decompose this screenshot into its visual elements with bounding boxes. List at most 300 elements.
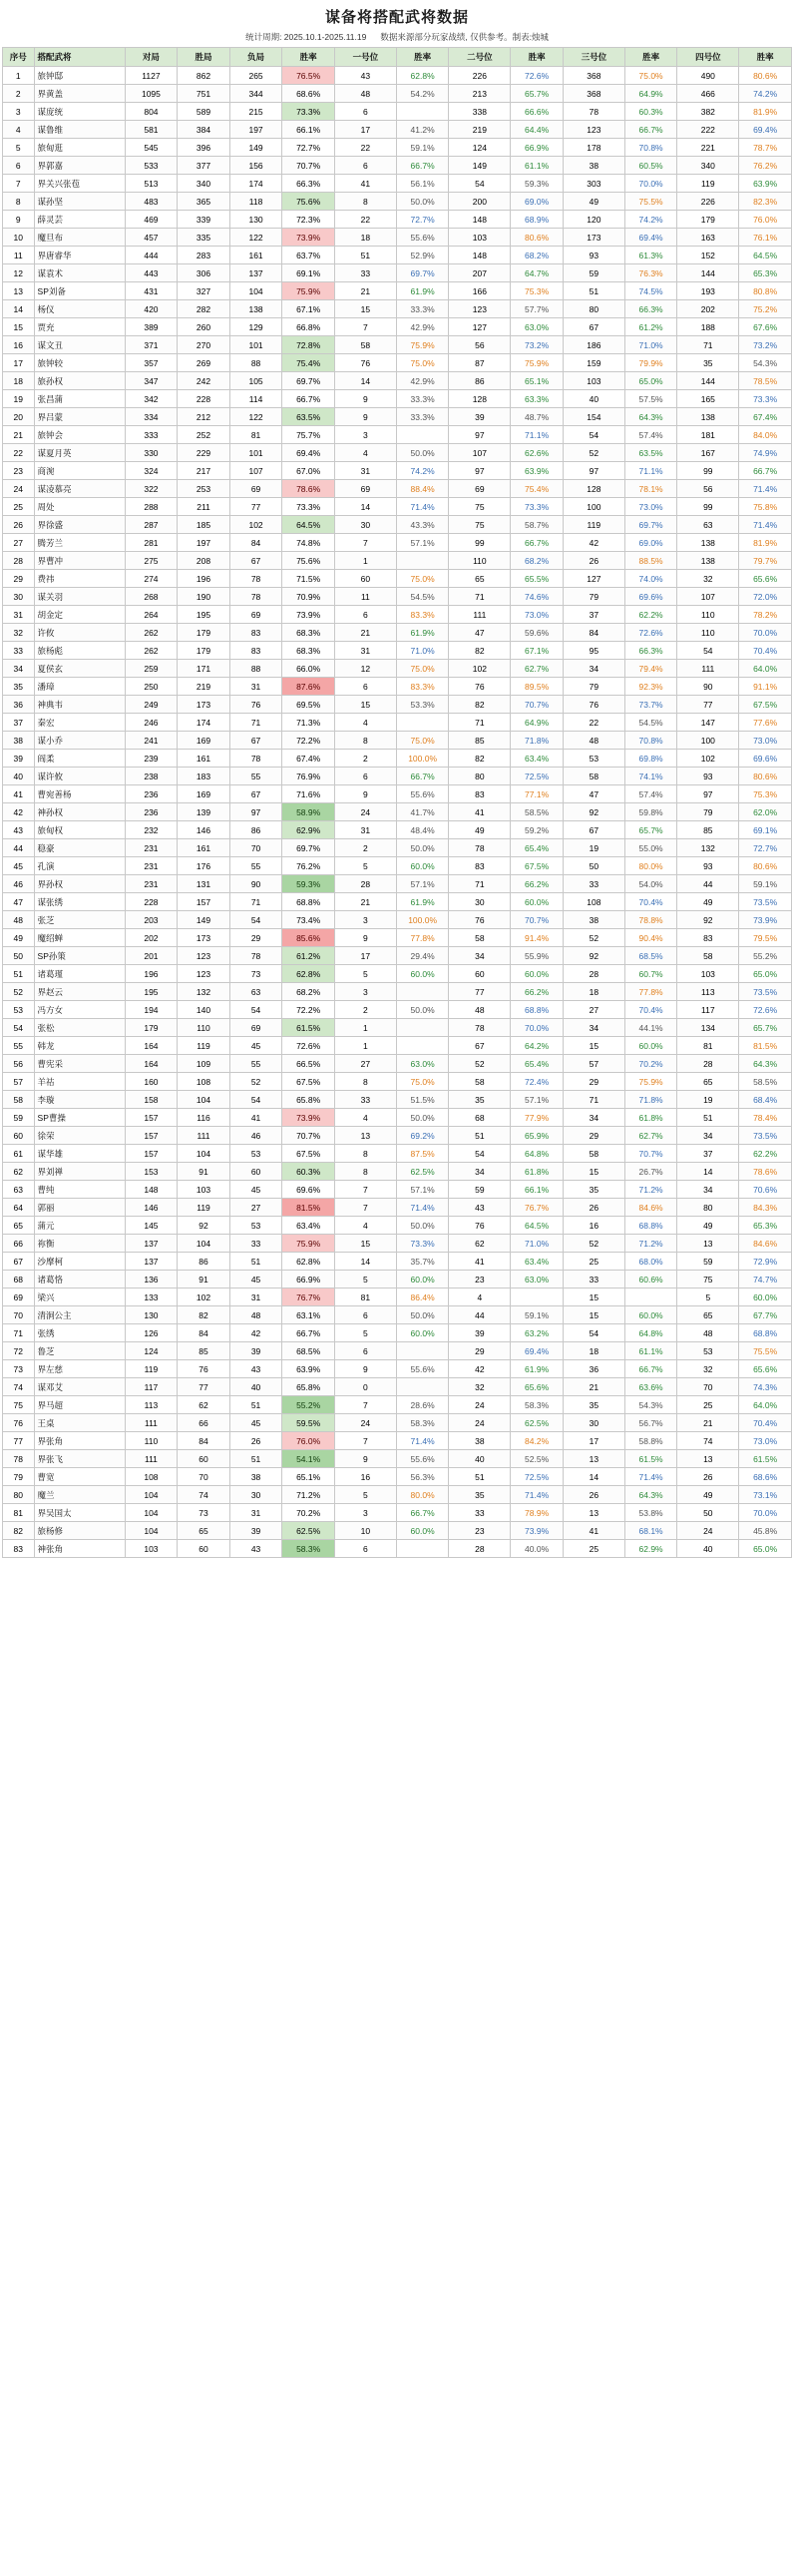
cell-p2-rate: 64.8%: [511, 1145, 564, 1163]
cell-p2-rate: 58.7%: [511, 516, 564, 534]
cell-p4-rate: 59.1%: [739, 875, 792, 893]
table-row: [3, 660, 792, 678]
cell-wins: 211: [178, 498, 230, 516]
cell-winrate: 67.5%: [282, 1145, 335, 1163]
cell-wins: 589: [178, 103, 230, 121]
cell-p4-rate: 67.6%: [739, 318, 792, 336]
cell-p2-rate: 57.7%: [511, 300, 564, 318]
cell-p1-count: 9: [334, 929, 396, 947]
cell-main-general: 徐荣: [34, 1127, 125, 1145]
cell-battles: 157: [125, 1127, 178, 1145]
cell-p3-count: 26: [563, 1199, 624, 1217]
cell-p3-count: 52: [563, 929, 624, 947]
cell-p1-count: 5: [334, 857, 396, 875]
cell-wins: 123: [178, 965, 230, 983]
cell-p1-count: 15: [334, 1235, 396, 1253]
source-note: 数据来源部分玩家战绩, 仅供参考。制表:烛城: [380, 32, 549, 42]
cell-p1-rate: 61.9%: [396, 893, 449, 911]
cell-p2-rate: 75.4%: [511, 480, 564, 498]
cell-winrate: 62.8%: [282, 965, 335, 983]
table-row: [3, 696, 792, 714]
cell-winrate: 54.1%: [282, 1450, 335, 1468]
col-p3: 三号位: [563, 48, 624, 67]
cell-index: 53: [3, 1001, 35, 1019]
cell-p4-rate: 61.5%: [739, 1450, 792, 1468]
cell-main-general: 稳豪: [34, 839, 125, 857]
cell-p3-count: 34: [563, 660, 624, 678]
cell-losses: 104: [229, 282, 282, 300]
cell-main-general: 界刘禅: [34, 1163, 125, 1181]
cell-p2-rate: 72.4%: [511, 1073, 564, 1091]
cell-p1-count: 24: [334, 803, 396, 821]
cell-wins: 102: [178, 1288, 230, 1306]
cell-p4-count: 21: [677, 1414, 739, 1432]
cell-p2-count: 69: [449, 480, 511, 498]
cell-losses: 67: [229, 785, 282, 803]
cell-p1-rate: 55.6%: [396, 229, 449, 247]
cell-battles: 153: [125, 1163, 178, 1181]
cell-winrate: 67.0%: [282, 462, 335, 480]
cell-p2-rate: 65.4%: [511, 839, 564, 857]
cell-p4-count: 49: [677, 1486, 739, 1504]
cell-losses: 27: [229, 1199, 282, 1217]
cell-winrate: 66.0%: [282, 660, 335, 678]
cell-p3-rate: 74.0%: [624, 570, 677, 588]
cell-p2-count: 42: [449, 1360, 511, 1378]
cell-battles: 443: [125, 264, 178, 282]
cell-winrate: 59.3%: [282, 875, 335, 893]
cell-losses: 215: [229, 103, 282, 121]
cell-p4-count: 26: [677, 1468, 739, 1486]
cell-wins: 185: [178, 516, 230, 534]
cell-p3-rate: 54.3%: [624, 1396, 677, 1414]
cell-battles: 389: [125, 318, 178, 336]
cell-p2-rate: 74.6%: [511, 588, 564, 606]
cell-p2-count: 127: [449, 318, 511, 336]
table-row: [3, 1163, 792, 1181]
cell-p1-count: 6: [334, 1540, 396, 1558]
table-row: [3, 678, 792, 696]
cell-index: 37: [3, 714, 35, 732]
cell-p2-count: 59: [449, 1181, 511, 1199]
cell-p2-count: 43: [449, 1199, 511, 1217]
cell-battles: 146: [125, 1199, 178, 1217]
cell-p4-rate: 65.6%: [739, 1360, 792, 1378]
cell-winrate: 67.4%: [282, 750, 335, 768]
cell-p3-count: 79: [563, 588, 624, 606]
cell-p3-rate: 84.6%: [624, 1199, 677, 1217]
cell-p3-rate: 69.8%: [624, 750, 677, 768]
cell-main-general: 鲁芝: [34, 1342, 125, 1360]
cell-wins: 60: [178, 1540, 230, 1558]
cell-main-general: 谋孙坚: [34, 193, 125, 211]
cell-index: 55: [3, 1037, 35, 1055]
cell-p3-rate: 61.2%: [624, 318, 677, 336]
cell-p3-count: 54: [563, 426, 624, 444]
cell-losses: 55: [229, 857, 282, 875]
cell-wins: 161: [178, 750, 230, 768]
cell-wins: 196: [178, 570, 230, 588]
cell-p3-count: 123: [563, 121, 624, 139]
cell-p3-rate: 72.6%: [624, 624, 677, 642]
cell-index: 60: [3, 1127, 35, 1145]
cell-winrate: 71.3%: [282, 714, 335, 732]
cell-p1-count: 76: [334, 354, 396, 372]
cell-p1-count: 3: [334, 1504, 396, 1522]
cell-p2-rate: 60.0%: [511, 965, 564, 983]
cell-losses: 48: [229, 1306, 282, 1324]
cell-winrate: 67.5%: [282, 1073, 335, 1091]
cell-p3-count: 71: [563, 1091, 624, 1109]
cell-winrate: 75.7%: [282, 426, 335, 444]
cell-index: 31: [3, 606, 35, 624]
cell-p3-count: 35: [563, 1396, 624, 1414]
cell-battles: 124: [125, 1342, 178, 1360]
cell-p4-count: 111: [677, 660, 739, 678]
cell-p3-rate: 77.8%: [624, 983, 677, 1001]
cell-losses: 54: [229, 1001, 282, 1019]
cell-index: 29: [3, 570, 35, 588]
cell-battles: 137: [125, 1235, 178, 1253]
cell-p3-count: 26: [563, 552, 624, 570]
cell-winrate: 63.9%: [282, 1360, 335, 1378]
cell-winrate: 73.9%: [282, 1109, 335, 1127]
cell-index: 11: [3, 247, 35, 264]
cell-p3-rate: 75.9%: [624, 1073, 677, 1091]
cell-p4-count: 83: [677, 929, 739, 947]
col-p2-rate: 胜率: [511, 48, 564, 67]
cell-p3-count: 13: [563, 1504, 624, 1522]
cell-battles: 164: [125, 1055, 178, 1073]
cell-p1-rate: 41.2%: [396, 121, 449, 139]
cell-winrate: 72.2%: [282, 1001, 335, 1019]
cell-winrate: 74.8%: [282, 534, 335, 552]
cell-winrate: 63.5%: [282, 408, 335, 426]
cell-p4-count: 14: [677, 1163, 739, 1181]
cell-p2-rate: 67.5%: [511, 857, 564, 875]
cell-p2-count: 76: [449, 911, 511, 929]
cell-p1-count: 10: [334, 1522, 396, 1540]
cell-battles: 236: [125, 785, 178, 803]
table-row: [3, 1432, 792, 1450]
cell-winrate: 66.8%: [282, 318, 335, 336]
cell-index: 59: [3, 1109, 35, 1127]
cell-p1-rate: 33.3%: [396, 300, 449, 318]
cell-main-general: 旅钟会: [34, 426, 125, 444]
cell-p3-rate: 70.4%: [624, 1001, 677, 1019]
cell-p2-rate: 58.5%: [511, 803, 564, 821]
cell-wins: 377: [178, 157, 230, 175]
cell-p2-rate: 40.0%: [511, 1540, 564, 1558]
cell-p3-count: 41: [563, 1522, 624, 1540]
cell-main-general: 界唐睿华: [34, 247, 125, 264]
cell-battles: 333: [125, 426, 178, 444]
cell-p4-count: 81: [677, 1037, 739, 1055]
cell-p4-rate: 69.4%: [739, 121, 792, 139]
cell-p4-rate: 67.7%: [739, 1306, 792, 1324]
table-row: [3, 1288, 792, 1306]
cell-winrate: 75.9%: [282, 282, 335, 300]
cell-main-general: 费祎: [34, 570, 125, 588]
cell-winrate: 71.6%: [282, 785, 335, 803]
cell-wins: 183: [178, 768, 230, 785]
table-row: [3, 534, 792, 552]
cell-battles: 104: [125, 1522, 178, 1540]
cell-p4-rate: 65.3%: [739, 264, 792, 282]
cell-losses: 102: [229, 516, 282, 534]
cell-p4-rate: 74.7%: [739, 1271, 792, 1288]
cell-p1-rate: 61.9%: [396, 282, 449, 300]
cell-p3-count: 25: [563, 1540, 624, 1558]
cell-p3-count: 78: [563, 103, 624, 121]
cell-index: 71: [3, 1324, 35, 1342]
cell-p4-rate: 71.4%: [739, 480, 792, 498]
cell-p3-count: 103: [563, 372, 624, 390]
cell-p2-rate: 65.5%: [511, 570, 564, 588]
cell-p4-count: 48: [677, 1324, 739, 1342]
cell-p1-rate: 56.1%: [396, 175, 449, 193]
cell-wins: 92: [178, 1217, 230, 1235]
cell-losses: 101: [229, 336, 282, 354]
cell-p4-rate: 68.8%: [739, 1324, 792, 1342]
cell-p4-count: 107: [677, 588, 739, 606]
cell-p1-count: 7: [334, 1432, 396, 1450]
cell-battles: 158: [125, 1091, 178, 1109]
cell-p4-count: 56: [677, 480, 739, 498]
cell-p4-rate: 78.6%: [739, 1163, 792, 1181]
cell-wins: 269: [178, 354, 230, 372]
cell-p3-rate: 60.0%: [624, 1306, 677, 1324]
cell-index: 76: [3, 1414, 35, 1432]
cell-losses: 101: [229, 444, 282, 462]
cell-winrate: 65.8%: [282, 1378, 335, 1396]
cell-p4-rate: 70.4%: [739, 642, 792, 660]
cell-losses: 73: [229, 965, 282, 983]
cell-index: 72: [3, 1342, 35, 1360]
cell-losses: 26: [229, 1432, 282, 1450]
cell-p2-rate: 63.4%: [511, 1253, 564, 1271]
table-row: [3, 821, 792, 839]
cell-p2-rate: 64.9%: [511, 714, 564, 732]
cell-winrate: 71.2%: [282, 1486, 335, 1504]
cell-wins: 74: [178, 1486, 230, 1504]
cell-index: 30: [3, 588, 35, 606]
cell-battles: 581: [125, 121, 178, 139]
cell-losses: 83: [229, 624, 282, 642]
cell-p2-count: 58: [449, 1073, 511, 1091]
cell-wins: 169: [178, 732, 230, 750]
cell-battles: 232: [125, 821, 178, 839]
cell-losses: 29: [229, 929, 282, 947]
cell-p3-rate: 71.2%: [624, 1235, 677, 1253]
cell-p2-count: 49: [449, 821, 511, 839]
cell-p4-rate: 64.3%: [739, 1055, 792, 1073]
cell-p3-rate: 63.5%: [624, 444, 677, 462]
cell-main-general: 曹宛善杨: [34, 785, 125, 803]
cell-p2-count: 226: [449, 67, 511, 85]
cell-losses: 31: [229, 1504, 282, 1522]
cell-p1-rate: 69.2%: [396, 1127, 449, 1145]
table-row: [3, 1486, 792, 1504]
table-row: [3, 354, 792, 372]
cell-winrate: 76.2%: [282, 857, 335, 875]
cell-p1-rate: 48.4%: [396, 821, 449, 839]
cell-p4-count: 54: [677, 642, 739, 660]
cell-p3-rate: 57.4%: [624, 785, 677, 803]
cell-winrate: 66.7%: [282, 1324, 335, 1342]
cell-winrate: 68.5%: [282, 1342, 335, 1360]
cell-wins: 751: [178, 85, 230, 103]
cell-p4-count: 90: [677, 678, 739, 696]
cell-p4-rate: 70.0%: [739, 1504, 792, 1522]
cell-winrate: 68.3%: [282, 624, 335, 642]
cell-p4-count: 50: [677, 1504, 739, 1522]
cell-p2-rate: 63.9%: [511, 462, 564, 480]
cell-p1-rate: 57.1%: [396, 534, 449, 552]
cell-p2-rate: 80.6%: [511, 229, 564, 247]
cell-losses: 69: [229, 1019, 282, 1037]
cell-p1-count: 4: [334, 714, 396, 732]
cell-p4-rate: 65.6%: [739, 570, 792, 588]
cell-p1-rate: 100.0%: [396, 750, 449, 768]
cell-losses: 43: [229, 1540, 282, 1558]
cell-p2-rate: 71.8%: [511, 732, 564, 750]
table-row: [3, 372, 792, 390]
cell-index: 52: [3, 983, 35, 1001]
table-row: [3, 929, 792, 947]
cell-winrate: 70.9%: [282, 588, 335, 606]
cell-p3-count: 67: [563, 318, 624, 336]
cell-main-general: 祢衡: [34, 1235, 125, 1253]
cell-p4-rate: 58.5%: [739, 1073, 792, 1091]
cell-p4-count: 74: [677, 1432, 739, 1450]
cell-battles: 203: [125, 911, 178, 929]
cell-p2-count: 148: [449, 211, 511, 229]
cell-wins: 862: [178, 67, 230, 85]
cell-p1-rate: 62.5%: [396, 1163, 449, 1181]
cell-wins: 86: [178, 1253, 230, 1271]
cell-p4-count: 103: [677, 965, 739, 983]
col-main: 搭配武将: [34, 48, 125, 67]
cell-index: 56: [3, 1055, 35, 1073]
cell-winrate: 62.5%: [282, 1522, 335, 1540]
cell-wins: 139: [178, 803, 230, 821]
cell-p3-count: 26: [563, 1486, 624, 1504]
cell-p2-count: 128: [449, 390, 511, 408]
cell-p4-rate: 80.6%: [739, 67, 792, 85]
cell-index: 23: [3, 462, 35, 480]
cell-p3-rate: 60.0%: [624, 1037, 677, 1055]
cell-winrate: 70.2%: [282, 1504, 335, 1522]
cell-index: 3: [3, 103, 35, 121]
cell-p4-count: 179: [677, 211, 739, 229]
cell-p3-count: 58: [563, 1145, 624, 1163]
table-row: [3, 1540, 792, 1558]
cell-p1-rate: 71.4%: [396, 498, 449, 516]
cell-p3-count: 84: [563, 624, 624, 642]
cell-main-general: 清泂公主: [34, 1306, 125, 1324]
cell-p4-rate: 82.3%: [739, 193, 792, 211]
cell-battles: 330: [125, 444, 178, 462]
cell-main-general: 界曹冲: [34, 552, 125, 570]
cell-p3-count: 42: [563, 534, 624, 552]
cell-p3-rate: 78.8%: [624, 911, 677, 929]
cell-p3-count: 15: [563, 1288, 624, 1306]
cell-p2-count: 48: [449, 1001, 511, 1019]
cell-p3-count: 38: [563, 911, 624, 929]
cell-p4-count: 70: [677, 1378, 739, 1396]
cell-p1-count: 5: [334, 1271, 396, 1288]
cell-battles: 231: [125, 857, 178, 875]
cell-losses: 78: [229, 750, 282, 768]
cell-losses: 84: [229, 534, 282, 552]
cell-p2-rate: 77.9%: [511, 1109, 564, 1127]
cell-p3-rate: 78.1%: [624, 480, 677, 498]
cell-p2-count: 102: [449, 660, 511, 678]
cell-p3-count: 36: [563, 1360, 624, 1378]
cell-p1-rate: [396, 552, 449, 570]
cell-battles: 483: [125, 193, 178, 211]
cell-p3-count: 15: [563, 1163, 624, 1181]
cell-p1-rate: 66.7%: [396, 1504, 449, 1522]
cell-index: 8: [3, 193, 35, 211]
cell-p3-rate: 66.3%: [624, 642, 677, 660]
cell-index: 82: [3, 1522, 35, 1540]
cell-winrate: 69.4%: [282, 444, 335, 462]
cell-winrate: 85.6%: [282, 929, 335, 947]
cell-p1-count: 17: [334, 121, 396, 139]
cell-index: 7: [3, 175, 35, 193]
cell-p2-rate: 72.6%: [511, 67, 564, 85]
cell-p4-rate: 63.9%: [739, 175, 792, 193]
cell-losses: 70: [229, 839, 282, 857]
cell-p3-rate: 71.0%: [624, 336, 677, 354]
cell-p1-count: 33: [334, 1091, 396, 1109]
cell-p4-count: 24: [677, 1522, 739, 1540]
cell-p1-count: 13: [334, 1127, 396, 1145]
cell-index: 35: [3, 678, 35, 696]
cell-p2-rate: 64.4%: [511, 121, 564, 139]
cell-p2-rate: 91.4%: [511, 929, 564, 947]
cell-battles: 513: [125, 175, 178, 193]
cell-index: 16: [3, 336, 35, 354]
cell-p2-count: 23: [449, 1271, 511, 1288]
table-row: [3, 1217, 792, 1235]
cell-main-general: 界郭嘉: [34, 157, 125, 175]
cell-main-general: 沙摩柯: [34, 1253, 125, 1271]
cell-p4-rate: 80.6%: [739, 768, 792, 785]
cell-p1-count: 7: [334, 534, 396, 552]
cell-p2-count: 107: [449, 444, 511, 462]
cell-p2-count: 29: [449, 1342, 511, 1360]
cell-wins: 169: [178, 785, 230, 803]
cell-p2-count: 34: [449, 1163, 511, 1181]
cell-wins: 91: [178, 1271, 230, 1288]
cell-p3-rate: 88.5%: [624, 552, 677, 570]
cell-losses: 138: [229, 300, 282, 318]
cell-p3-count: 48: [563, 732, 624, 750]
cell-index: 36: [3, 696, 35, 714]
cell-p2-rate: 68.9%: [511, 211, 564, 229]
cell-wins: 171: [178, 660, 230, 678]
cell-p4-rate: 73.5%: [739, 1127, 792, 1145]
table-row: [3, 1037, 792, 1055]
cell-main-general: 张绣: [34, 1324, 125, 1342]
cell-p2-count: 213: [449, 85, 511, 103]
cell-battles: 133: [125, 1288, 178, 1306]
cell-battles: 431: [125, 282, 178, 300]
table-row: [3, 1306, 792, 1324]
